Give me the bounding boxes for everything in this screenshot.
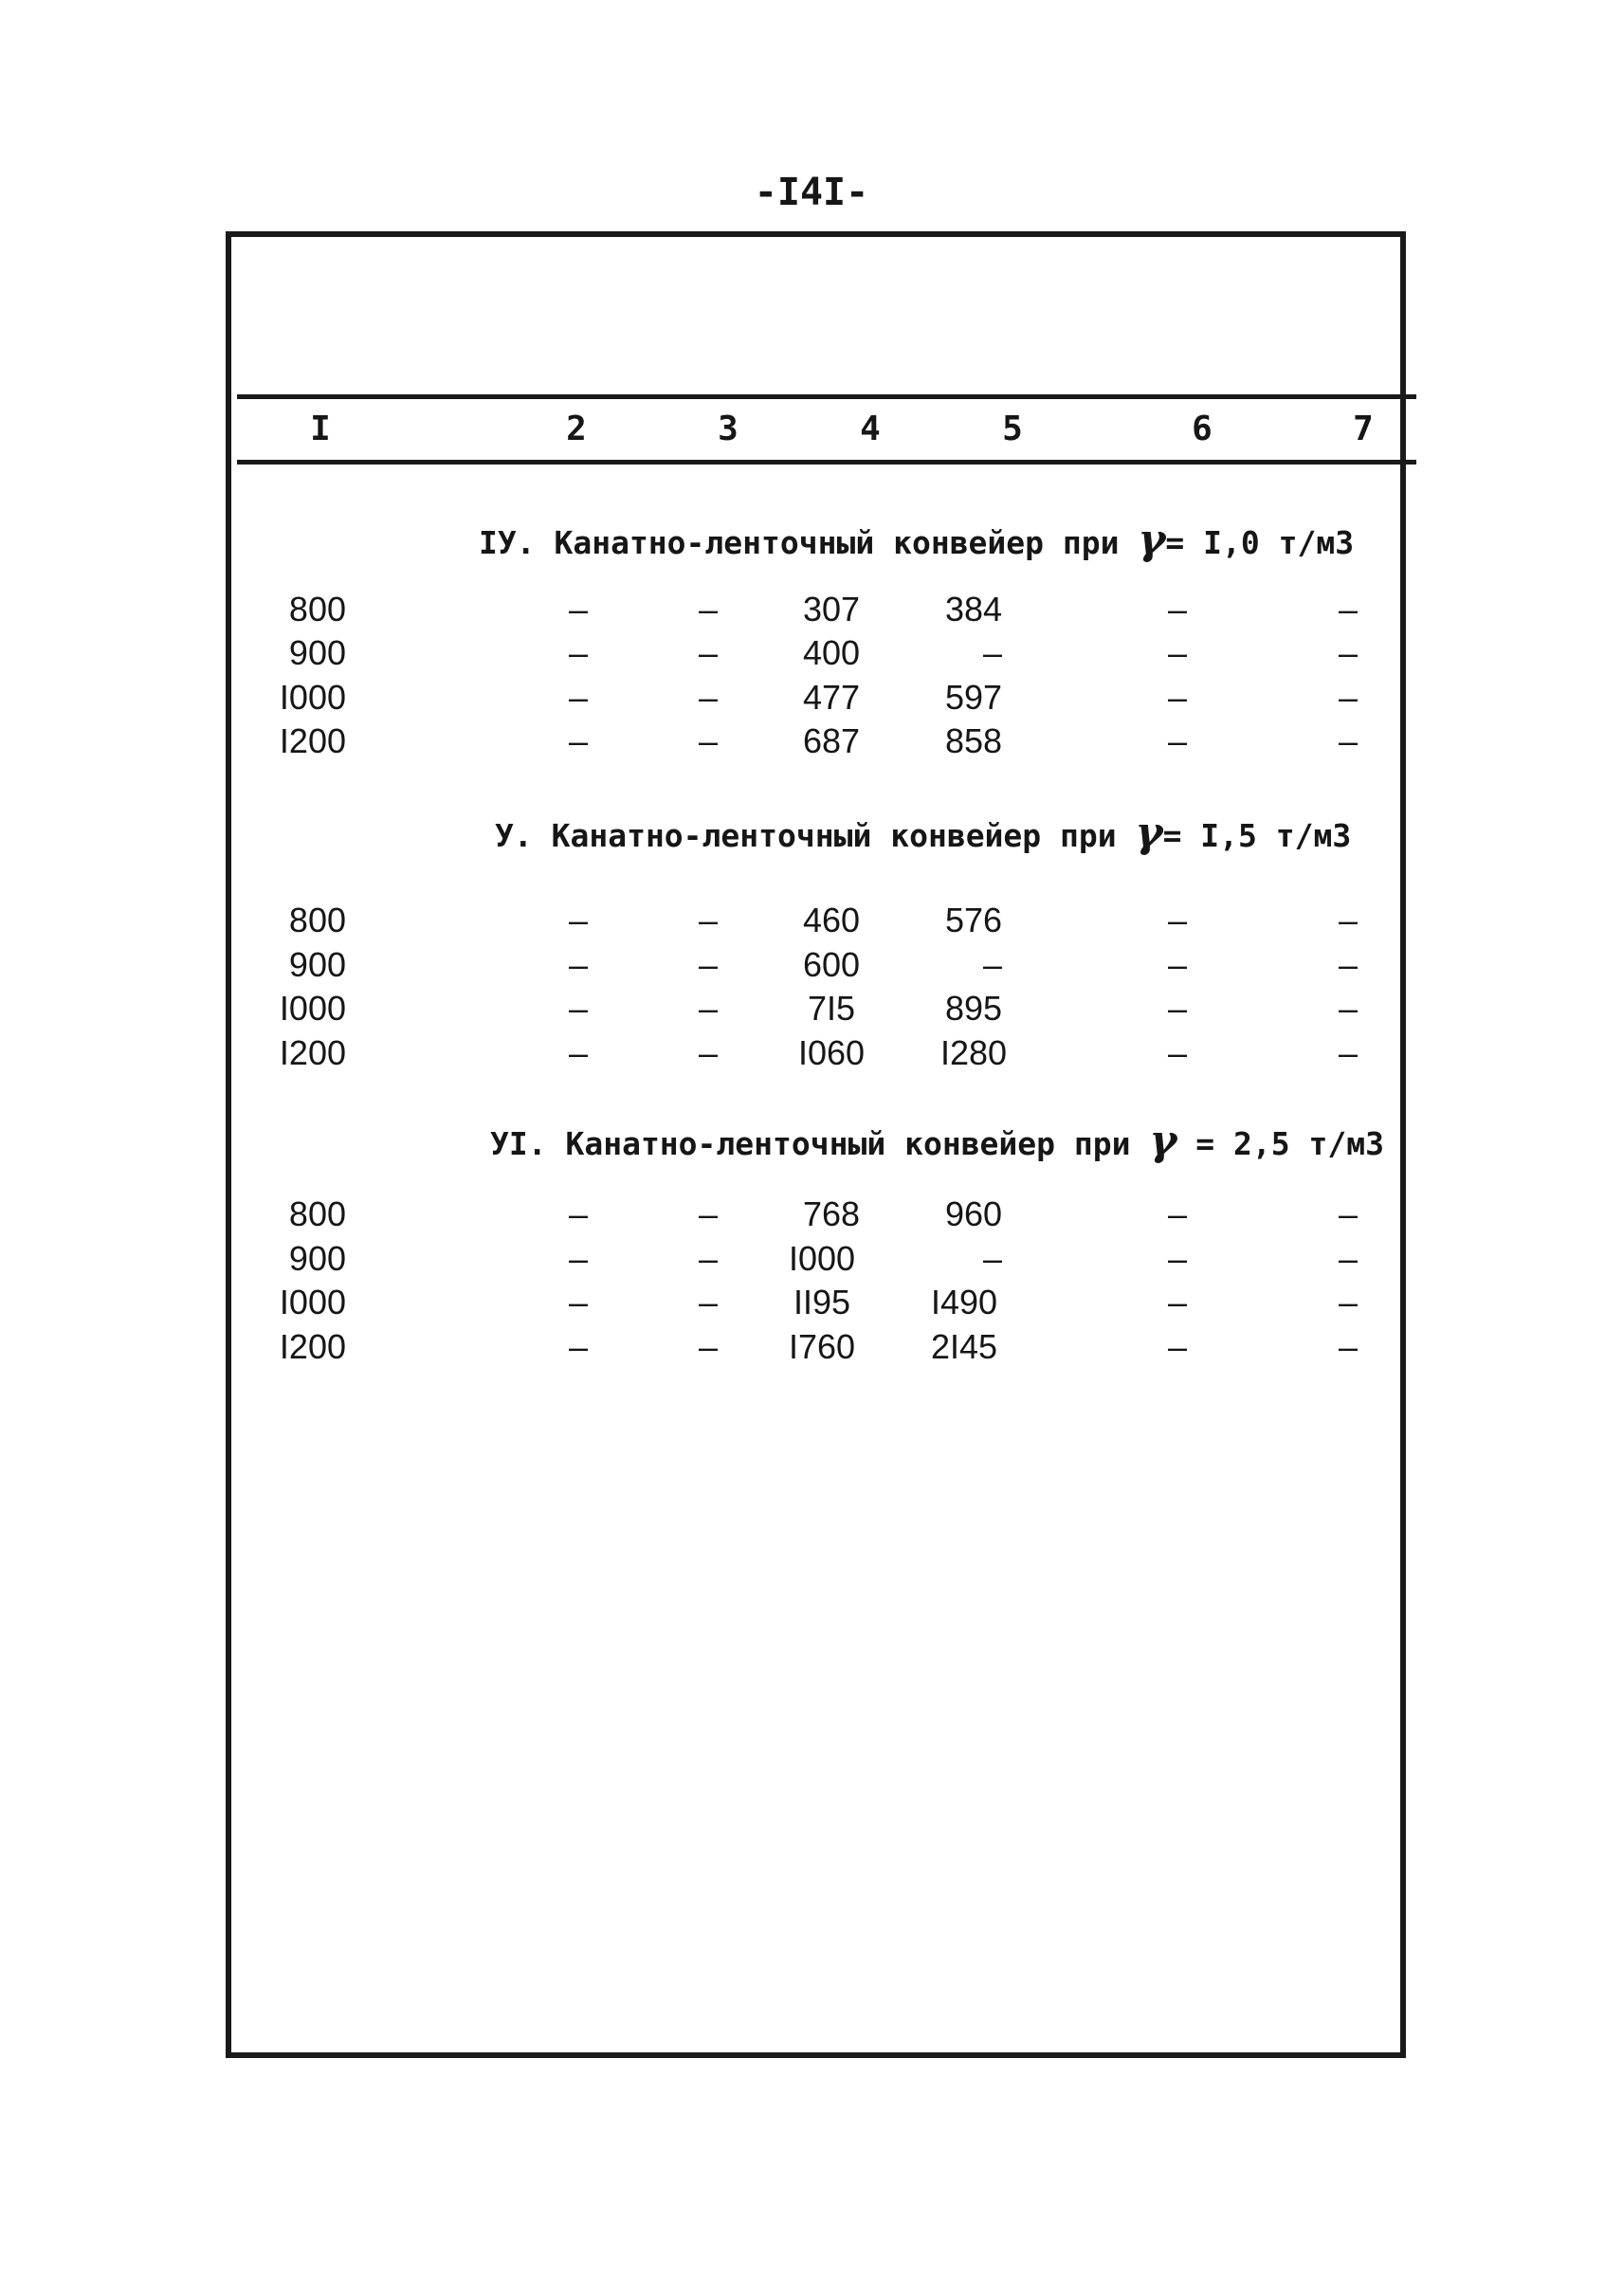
table-cell: – — [568, 633, 589, 672]
gamma-symbol: γ — [1149, 1117, 1177, 1165]
table-cell: – — [568, 678, 589, 717]
table-cell: – — [1338, 1239, 1359, 1278]
table-cell: – — [568, 945, 589, 984]
table-cell: I000 — [279, 989, 346, 1028]
table-cell: 895 — [944, 989, 1003, 1028]
table-cell: – — [698, 1327, 719, 1366]
section-title: УI. Канатно-ленточный конвейер при γ = 2,5 т/м3 — [490, 1117, 1384, 1165]
table-cell: 597 — [944, 678, 1003, 717]
table-cell: – — [1167, 1033, 1188, 1072]
table-cell: I000 — [788, 1239, 856, 1278]
table-cell: II95 — [793, 1283, 851, 1321]
table-cell: – — [1167, 590, 1188, 629]
column-header-5: 5 — [1002, 410, 1023, 448]
table-cell: – — [698, 945, 719, 984]
table-cell: – — [568, 1194, 589, 1233]
table-cell: – — [1338, 721, 1359, 760]
column-header-2: 2 — [566, 410, 587, 448]
table-cell: 2I45 — [930, 1327, 998, 1366]
table-cell: 384 — [944, 590, 1003, 629]
table-cell: I000 — [279, 678, 346, 717]
table-cell: – — [568, 901, 589, 939]
table-cell: 400 — [802, 633, 861, 672]
table-cell: – — [982, 1239, 1003, 1278]
table-cell: I490 — [930, 1283, 998, 1321]
table-cell: – — [698, 678, 719, 717]
table-cell: – — [1338, 590, 1359, 629]
table-cell: I200 — [279, 1033, 346, 1072]
section-title: IУ. Канатно-ленточный конвейер при γ= I,0 т/м3 — [479, 516, 1355, 564]
table-cell: – — [1167, 633, 1188, 672]
table-cell: – — [698, 1283, 719, 1321]
table-cell: 460 — [802, 901, 861, 939]
table-cell: 800 — [288, 1194, 346, 1233]
table-cell: – — [1167, 901, 1188, 939]
table-cell: – — [698, 721, 719, 760]
table-cell: – — [1338, 945, 1359, 984]
table-cell: – — [982, 633, 1003, 672]
table-cell: – — [1338, 1283, 1359, 1321]
table-cell: I060 — [797, 1033, 866, 1072]
page-number: -I4I- — [754, 171, 869, 214]
table-cell: – — [698, 590, 719, 629]
table-cell: 7I5 — [807, 989, 856, 1028]
table-cell: – — [568, 721, 589, 760]
table-cell: I200 — [279, 1327, 346, 1366]
column-header-1: I — [310, 410, 331, 448]
header-top-rule — [237, 394, 1416, 399]
table-cell: – — [698, 901, 719, 939]
table-cell: 477 — [802, 678, 861, 717]
table-cell: 307 — [802, 590, 861, 629]
table-cell: – — [1338, 633, 1359, 672]
table-cell: – — [1338, 901, 1359, 939]
table-cell: I280 — [939, 1033, 1008, 1072]
table-cell: – — [982, 945, 1003, 984]
table-cell: – — [1167, 989, 1188, 1028]
table-cell: 900 — [288, 945, 346, 984]
table-cell: 960 — [944, 1194, 1003, 1233]
table-cell: – — [568, 590, 589, 629]
table-cell: – — [568, 1033, 589, 1072]
table-cell: – — [568, 1283, 589, 1321]
header-bottom-rule — [237, 460, 1416, 465]
column-header-3: 3 — [718, 410, 739, 448]
table-cell: I000 — [279, 1283, 346, 1321]
table-cell: – — [1338, 678, 1359, 717]
table-cell: – — [1338, 1327, 1359, 1366]
table-cell: – — [568, 1327, 589, 1366]
table-cell: – — [1167, 1327, 1188, 1366]
table-cell: 687 — [802, 721, 861, 760]
table-cell: – — [698, 989, 719, 1028]
table-cell: – — [698, 1033, 719, 1072]
section-title: У. Канатно-ленточный конвейер при γ= I,5 т/м3 — [495, 809, 1352, 857]
gamma-symbol: γ — [1135, 809, 1163, 857]
table-cell: 600 — [802, 945, 861, 984]
table-cell: 858 — [944, 721, 1003, 760]
table-cell: 576 — [944, 901, 1003, 939]
column-header-6: 6 — [1192, 410, 1213, 448]
table-cell: – — [1338, 1194, 1359, 1233]
table-cell: I200 — [279, 721, 346, 760]
table-cell: 768 — [802, 1194, 861, 1233]
table-cell: – — [1167, 1239, 1188, 1278]
table-cell: – — [698, 1194, 719, 1233]
column-header-4: 4 — [860, 410, 881, 448]
table-cell: 900 — [288, 633, 346, 672]
table-cell: – — [698, 1239, 719, 1278]
table-cell: – — [1167, 721, 1188, 760]
table-cell: – — [568, 989, 589, 1028]
table-cell: 800 — [288, 901, 346, 939]
table-cell: – — [1167, 678, 1188, 717]
table-cell: – — [1167, 1194, 1188, 1233]
table-cell: – — [1338, 989, 1359, 1028]
table-cell: – — [698, 633, 719, 672]
table-cell: – — [568, 1239, 589, 1278]
column-header-7: 7 — [1353, 410, 1374, 448]
gamma-symbol: γ — [1138, 516, 1166, 564]
table-cell: – — [1167, 945, 1188, 984]
table-cell: – — [1167, 1283, 1188, 1321]
table-cell: 800 — [288, 590, 346, 629]
table-cell: 900 — [288, 1239, 346, 1278]
table-cell: – — [1338, 1033, 1359, 1072]
table-cell: I760 — [788, 1327, 856, 1366]
